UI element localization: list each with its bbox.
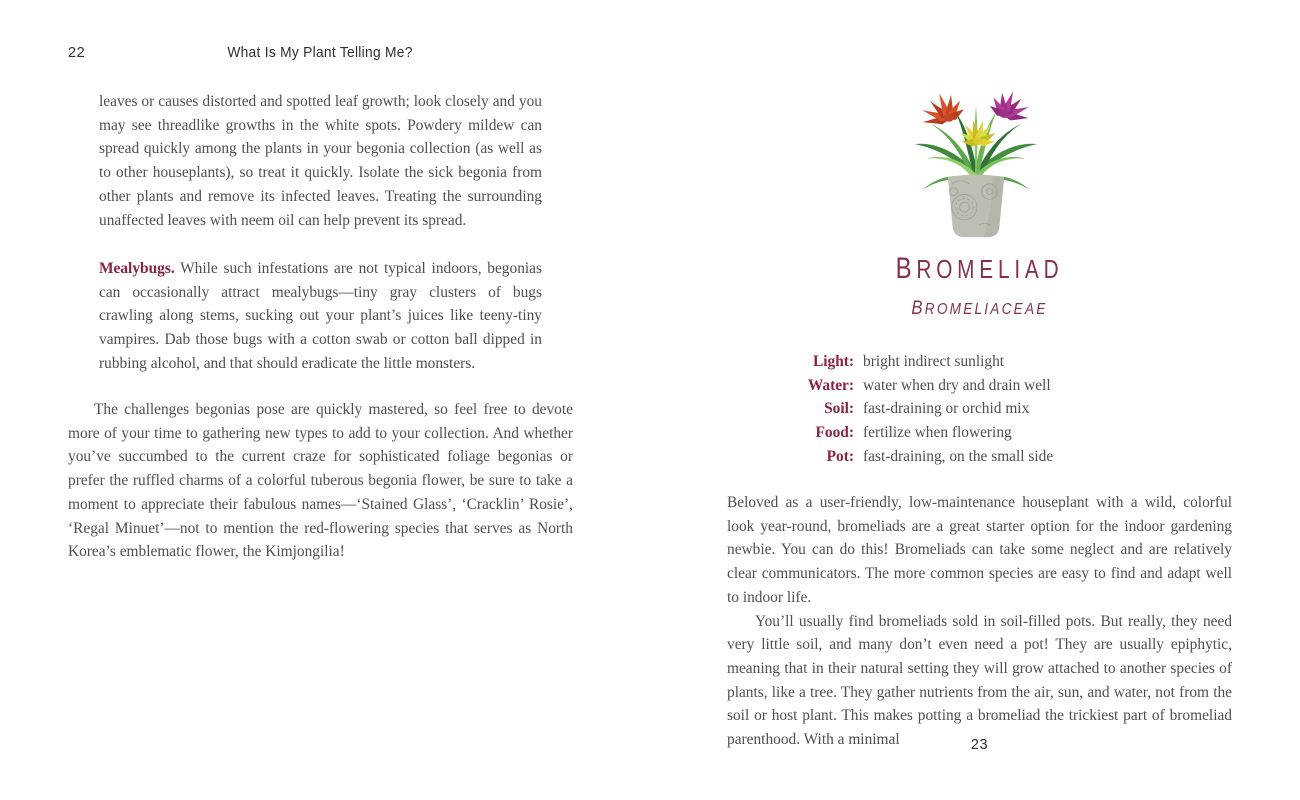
care-label-pot: Pot:: [826, 447, 854, 465]
care-label-light: Light:: [812, 353, 854, 370]
care-value-food: fertilize when flowering: [863, 424, 1012, 442]
plant-family: BROMELIACEAE: [911, 298, 1048, 319]
left-page-number: 22: [68, 45, 86, 61]
mealybugs-text: While such infestations are not typical indoors, begonias can occasionally attract mealybugs—tiny gray clusters of bugs crawling along stems, sucking out your plant’s juices like teeny-tiny vampires. Dab those bugs with a cotton swab or cotton ball dipped in rubbing alcohol, and that should eradicate the little monsters.: [99, 260, 542, 372]
care-value-soil: fast-draining or orchid mix: [863, 400, 1030, 418]
body-paragraph: leaves or causes distorted and spotted leaf growth; look closely and you may see threadlike growths in the white spots. Powdery mildew can spread quickly among the plants in your begonia collection (as well as to other houseplants), so treat it quickly. Isolate the sick begonia from other plants and remove its infected leaves. Treating the surrounding unaffected leaves with neem oil can help prevent its spread.: [99, 93, 542, 229]
mealybugs-label: Mealybugs.: [99, 260, 175, 277]
body-paragraph: You’ll usually find bromeliads sold in soil-filled pots. But really, they need very little soil, and many don’t even need a pot! They are usually epiphytic, meaning that in their natural setting they will grow attached to another species of plants, like a tree. They gather nutrients from the air, sun, and water, not from the soil or host plant. This makes potting a bromeliad the trickiest part of bromeliad parenthood. With a minimal: [727, 612, 1232, 749]
care-list: [727, 350, 1147, 469]
right-page-number: 23: [970, 737, 989, 753]
care-value-light: bright indirect sunlight: [863, 353, 1005, 370]
right-page-body: [727, 491, 1232, 752]
pot: [948, 175, 1004, 238]
care-label-water: Water:: [807, 376, 854, 394]
body-paragraph: The challenges begonias pose are quickly mastered, so feel free to devote more of your time to gathering new types to add to your collection. And whether you’ve succumbed to the current craze for sophisticated foliage begonias or prefer the ruffled charms of a colorful tuberous begonia flower, be sure to take a moment to appreciate their fabulous names—‘Stained Glass’, ‘Cracklin’ Rosie’, ‘Regal Minuet’—not to mention the red-flowering species that serves as North Korea’s emblematic flower, the Kimjongilia!: [68, 401, 573, 561]
care-value-water: water when dry and drain well: [863, 376, 1051, 394]
care-label-soil: Soil:: [824, 400, 854, 418]
bromeliad-plant-icon: [901, 83, 1051, 243]
care-label-food: Food:: [815, 424, 854, 442]
body-paragraph: [99, 257, 542, 376]
running-head: What Is My Plant Telling Me?: [227, 45, 413, 61]
care-value-pot: fast-draining, on the small side: [863, 447, 1054, 465]
bromeliad-illustration: [901, 83, 1051, 248]
body-paragraph: Beloved as a user-friendly, low-maintenance houseplant with a wild, colorful look year-round, bromeliads are a great starter option for the indoor gardening newbie. You can do this! Bromeliads can take some neglect and are relatively clear communicators. The more common species are easy to find and adapt well to indoor life.: [727, 494, 1232, 606]
plant-title: BROMELIAD: [895, 252, 1064, 285]
